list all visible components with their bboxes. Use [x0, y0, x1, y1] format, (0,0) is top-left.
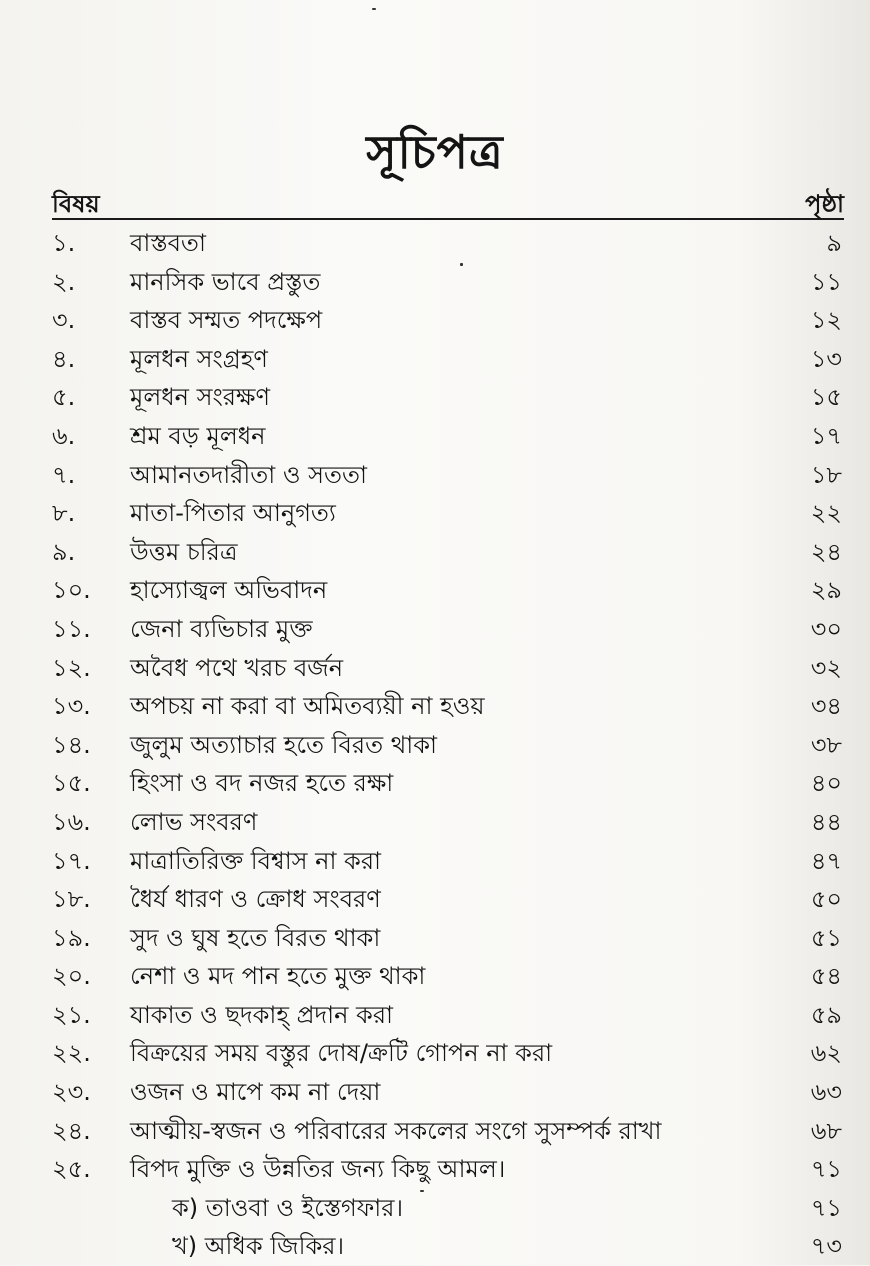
toc-sub-entry: [0, 1227, 870, 1266]
toc-entry: [0, 1112, 870, 1151]
toc-entry: [0, 494, 870, 533]
entry-page-number: ৬৮: [810, 1116, 842, 1145]
print-speck: [372, 8, 376, 10]
entry-topic: উত্তম চরিত্র: [130, 537, 238, 566]
entry-topic: মূলধন সংগ্রহণ: [130, 344, 268, 373]
entry-page-number: ৫৯: [810, 1000, 842, 1029]
page-column-label: পৃষ্ঠা: [805, 190, 844, 218]
toc-sub-entry: [0, 1189, 870, 1228]
entry-number: ১.: [52, 229, 76, 257]
toc-entry: [0, 842, 870, 881]
entry-topic: লোভ সংবরণ: [130, 807, 258, 836]
entry-page-number: ৫৪: [810, 962, 842, 991]
entry-number: ২৪.: [52, 1116, 91, 1145]
entry-topic: মাতা-পিতার আনুগত্য: [130, 499, 336, 528]
entry-number: ১৯.: [52, 923, 91, 952]
entry-number: ৬.: [52, 421, 76, 450]
entry-page-number: ৯: [826, 229, 842, 257]
entry-number: ২.: [52, 267, 76, 296]
sub-entry-page-number: ৭৩: [810, 1232, 842, 1261]
toc-entry: [0, 957, 870, 996]
entry-topic: সুদ ও ঘুষ হতে বিরত থাকা: [130, 923, 381, 952]
toc-entry: [0, 649, 870, 688]
entry-number: ২৩.: [52, 1078, 91, 1107]
print-speck: [460, 263, 463, 266]
toc-entry: [0, 996, 870, 1035]
entry-topic: হিংসা ও বদ নজর হতে রক্ষা: [130, 769, 394, 798]
toc-entry: [0, 263, 870, 302]
toc-entry: [0, 764, 870, 803]
toc-entry: [0, 417, 870, 456]
entry-number: ১৮.: [52, 885, 91, 914]
toc-entry: [0, 456, 870, 495]
entry-page-number: ১২: [810, 306, 842, 335]
entry-topic: ধৈর্য ধারণ ও ক্রোধ সংবরণ: [130, 885, 381, 914]
entry-number: ১৫.: [52, 769, 91, 798]
entry-topic: বাস্তবতা: [130, 229, 206, 257]
toc-entry: [0, 533, 870, 572]
entry-page-number: ৫১: [810, 923, 842, 952]
entry-topic: আমানতদারীতা ও সততা: [130, 460, 367, 489]
entry-number: ৯.: [52, 537, 76, 566]
entry-topic: বিক্রয়ের সময় বস্তুর দোষ/ক্রটি গোপন না করা: [130, 1039, 553, 1068]
entry-number: ২১.: [52, 1000, 91, 1029]
entry-topic: মাত্রাতিরিক্ত বিশ্বাস না করা: [130, 846, 381, 875]
entry-page-number: ১৭: [810, 421, 842, 450]
entry-topic: নেশা ও মদ পান হতে মুক্ত থাকা: [130, 962, 426, 991]
entry-page-number: ১১: [810, 267, 842, 296]
entry-topic: শ্রম বড় মূলধন: [130, 421, 266, 450]
entry-number: ২০.: [52, 962, 91, 991]
entry-number: ৫.: [52, 383, 76, 412]
entry-page-number: ৬৩: [810, 1078, 842, 1107]
entry-number: ১০.: [52, 576, 91, 605]
entry-number: ৩.: [52, 306, 76, 335]
entry-page-number: ৪৪: [810, 807, 842, 836]
entry-number: ১৬.: [52, 807, 91, 836]
toc-entry: [0, 610, 870, 649]
toc-entry: [0, 301, 870, 340]
toc-header: [52, 186, 844, 220]
sub-entry-topic: খ) অধিক জিকির।: [172, 1232, 345, 1261]
entry-topic: মূলধন সংরক্ষণ: [130, 383, 270, 412]
toc-entry: [0, 726, 870, 765]
entry-number: ১৭.: [52, 846, 91, 875]
entry-number: ১১.: [52, 614, 91, 643]
entry-page-number: ৪৭: [810, 846, 842, 875]
toc-entry: [0, 803, 870, 842]
entry-page-number: ৪০: [810, 769, 842, 798]
entry-page-number: ২৯: [810, 576, 842, 605]
entry-number: ১৩.: [52, 692, 91, 721]
entry-page-number: ১৫: [810, 383, 842, 412]
toc-entry: [0, 1073, 870, 1112]
entry-topic: ওজন ও মাপে কম না দেয়া: [130, 1078, 381, 1107]
entry-topic: বিপদ মুক্তি ও উন্নতির জন্য কিছু আমল।: [130, 1155, 506, 1184]
entry-number: ৮.: [52, 499, 76, 528]
entry-topic: জুলুম অত্যাচার হতে বিরত থাকা: [130, 730, 437, 759]
table-of-contents: [0, 224, 870, 1266]
entry-number: ১২.: [52, 653, 91, 682]
entry-number: ২৫.: [52, 1155, 91, 1184]
entry-number: ৪.: [52, 344, 76, 373]
entry-number: ১৪.: [52, 730, 91, 759]
toc-entry: [0, 340, 870, 379]
page-title: সূচিপত্র: [366, 125, 504, 179]
entry-page-number: ৬২: [810, 1039, 842, 1068]
entry-page-number: ২৪: [810, 537, 842, 566]
toc-entry: [0, 571, 870, 610]
subject-column-label: বিষয়: [52, 190, 100, 218]
sub-entry-page-number: ৭১: [810, 1193, 842, 1222]
toc-entry: [0, 1034, 870, 1073]
entry-topic: যাকাত ও ছদকাহ্‌ প্রদান করা: [130, 1000, 393, 1029]
entry-page-number: ৩০: [810, 614, 842, 643]
toc-entry: [0, 880, 870, 919]
toc-entry: [0, 378, 870, 417]
entry-page-number: ৩২: [810, 653, 842, 682]
entry-topic: জেনা ব্যভিচার মুক্ত: [130, 614, 313, 643]
entry-number: ২২.: [52, 1039, 91, 1068]
print-speck: [420, 1190, 424, 1192]
entry-topic: অবৈধ পথে খরচ বর্জন: [130, 653, 344, 682]
entry-number: ৭.: [52, 460, 76, 489]
entry-topic: বাস্তব সম্মত পদক্ষেপ: [130, 306, 323, 335]
sub-entry-topic: ক) তাওবা ও ইস্তেগফার।: [172, 1193, 404, 1222]
toc-entry: [0, 687, 870, 726]
entry-page-number: ৩৪: [810, 692, 842, 721]
entry-topic: মানসিক ভাবে প্রস্তুত: [130, 267, 321, 296]
entry-page-number: ২২: [810, 499, 842, 528]
entry-topic: আত্মীয়-স্বজন ও পরিবারের সকলের সংগে সুসম্পর্ক রাখা: [130, 1116, 662, 1145]
entry-topic: অপচয় না করা বা অমিতব্যয়ী না হওয়: [130, 692, 485, 721]
toc-entry: [0, 224, 870, 263]
entry-page-number: ১৮: [810, 460, 842, 489]
entry-page-number: ৭১: [810, 1155, 842, 1184]
entry-page-number: ৩৮: [810, 730, 842, 759]
entry-page-number: ৫০: [810, 885, 842, 914]
entry-page-number: ১৩: [810, 344, 842, 373]
toc-entry: [0, 1150, 870, 1189]
entry-topic: হাস্যোজ্বল অভিবাদন: [130, 576, 328, 605]
toc-entry: [0, 919, 870, 958]
